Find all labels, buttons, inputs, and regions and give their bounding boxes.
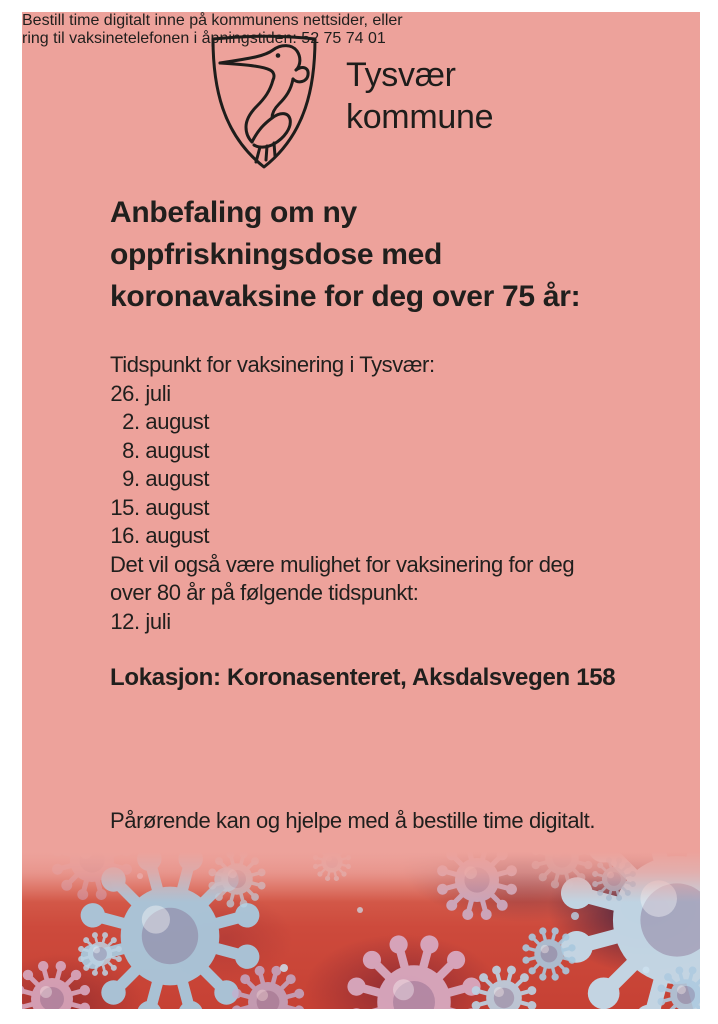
page-title-line-3: koronavaksine for deg over 75 år: [110, 280, 581, 313]
wordmark-line-1: Tysvær [346, 56, 456, 94]
municipality-wordmark [346, 54, 493, 138]
schedule-date: 9. august [122, 466, 210, 491]
virus-dot [571, 912, 579, 920]
virus-icon [222, 956, 313, 1009]
location-line: Lokasjon: Koronasenteret, Aksdalsvegen 158 [110, 664, 616, 691]
virus-icon [330, 918, 498, 1009]
schedule-note-line-1: Det vil også være mulighet for vaksinering for deg [110, 551, 575, 577]
poster-page [22, 12, 700, 1009]
wordmark-line-2: kommune [346, 98, 494, 136]
schedule-date: 15. august [110, 494, 210, 520]
virus-dot [357, 907, 363, 913]
schedule-extra-date: 12. juli [110, 608, 171, 634]
relatives-note: Pårørende kan og hjelpe med å bestille time digitalt. [110, 808, 596, 833]
page-title [110, 192, 580, 318]
brand-header [208, 34, 493, 172]
coronavirus-illustration [22, 852, 700, 1009]
schedule-date: 26. juli [110, 380, 171, 406]
page-title-line-2: oppfriskningsdose med [110, 238, 443, 271]
vaccination-schedule [110, 351, 574, 636]
booking-line-1: Bestill time digitalt inne på kommunens nettsider, eller [22, 12, 403, 29]
virus-strip-fade [22, 852, 700, 902]
page-title-line-1: Anbefaling om ny [110, 196, 357, 229]
virus-dot [280, 964, 288, 972]
schedule-date: 2. august [122, 409, 210, 434]
booking-line-2: ring til vaksinetelefonen i åpningstiden: 52 75 74 01 [22, 30, 386, 47]
schedule-intro: Tidspunkt for vaksinering i Tysvær: [110, 352, 435, 377]
heron-crest-icon [208, 34, 320, 172]
schedule-date: 16. august [110, 523, 210, 548]
schedule-date: 8. august [122, 437, 210, 463]
schedule-note-line-2: over 80 år på følgende tidspunkt: [110, 580, 419, 605]
virus-dot [643, 967, 650, 974]
